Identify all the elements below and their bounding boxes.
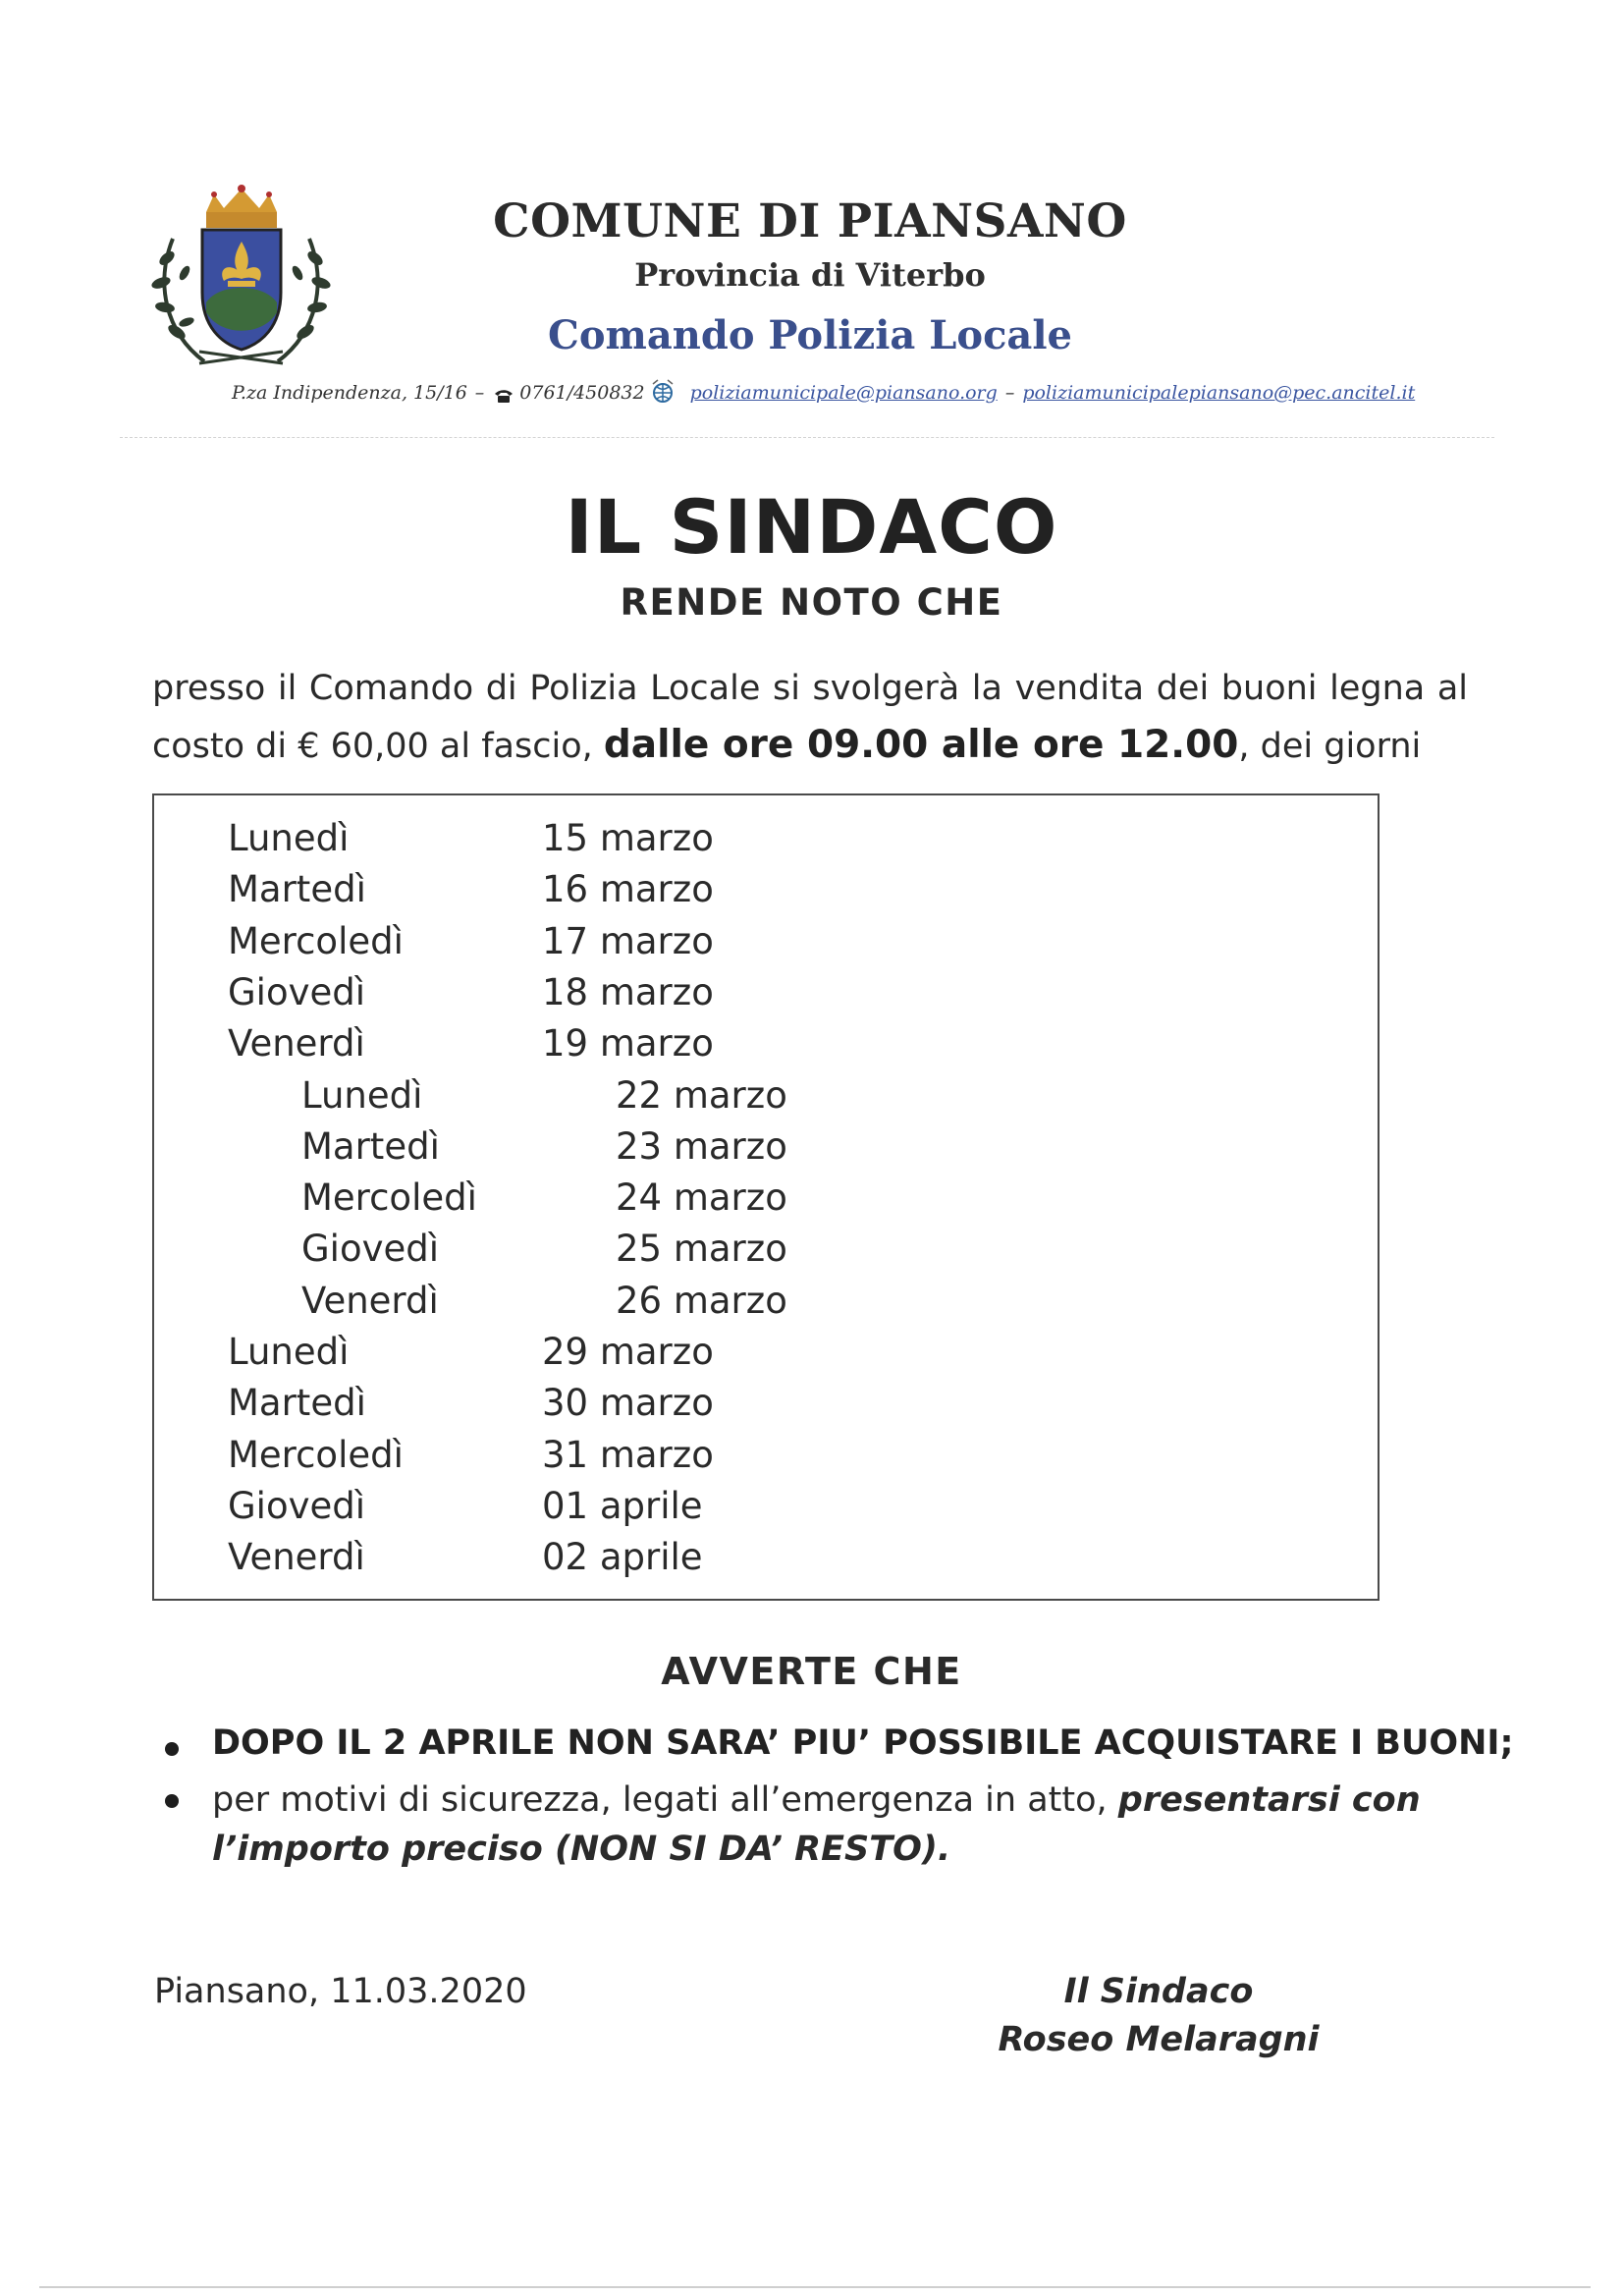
schedule-row	[154, 1125, 1378, 1176]
schedule-date: 29 marzo	[542, 1331, 714, 1373]
notice-safety-text: per motivi di sicurezza, legati all’emergenza in atto,	[212, 1780, 1108, 1820]
schedule-date: 19 marzo	[542, 1022, 714, 1066]
page-subtitle: RENDE NOTO CHE	[620, 581, 1003, 624]
schedule-date: 02 aprile	[542, 1536, 703, 1579]
page-title: IL SINDACO	[565, 483, 1058, 571]
page-bottom-edge	[39, 2286, 1591, 2288]
notice-safety	[212, 1776, 1479, 1874]
schedule-date: 01 aprile	[542, 1484, 703, 1527]
schedule-row	[154, 1074, 1378, 1125]
schedule-date: 22 marzo	[616, 1073, 787, 1117]
email-link[interactable]: poliziamunicipale@piansano.org	[689, 382, 998, 404]
schedule-day: Martedì	[301, 1124, 440, 1168]
schedule-date: 26 marzo	[616, 1279, 787, 1322]
province-name: Provincia di Viterbo	[634, 256, 986, 294]
schedule-date: 25 marzo	[616, 1228, 787, 1271]
pec-link[interactable]: poliziamunicipalepiansano@pec.ancitel.it	[1022, 382, 1416, 404]
paragraph-text: presso il Comando di Polizia Locale si svolgerà la vendita dei buoni legna al costo di € 60,00 al fascio,	[152, 669, 1468, 766]
notice-deadline: DOPO IL 2 APRILE NON SARA’ PIU’ POSSIBILE ACQUISTARE I BUONI;	[212, 1723, 1514, 1763]
schedule-row	[154, 1536, 1378, 1587]
paragraph-tail: , dei giorni	[1238, 727, 1422, 766]
separator: –	[474, 382, 485, 404]
schedule-day: Giovedì	[228, 1484, 366, 1527]
schedule-row	[154, 1228, 1378, 1279]
schedule-day: Giovedì	[228, 970, 366, 1013]
schedule-row	[154, 817, 1378, 868]
globe-icon	[649, 378, 676, 408]
bullet-icon	[165, 1794, 179, 1808]
schedule-day: Mercoledì	[301, 1176, 477, 1220]
schedule-day: Venerdì	[228, 1536, 365, 1579]
signature-name: Roseo Melaragni	[998, 2020, 1320, 2059]
schedule-day: Venerdì	[228, 1022, 365, 1066]
signature-title: Il Sindaco	[1063, 1972, 1254, 2011]
municipality-name: COMUNE DI PIANSANO	[493, 194, 1127, 248]
schedule-day: Giovedì	[301, 1228, 440, 1271]
schedule-day: Lunedì	[228, 817, 350, 859]
schedule-row	[154, 1434, 1378, 1485]
schedule-date: 24 marzo	[616, 1176, 787, 1220]
department-name: Comando Polizia Locale	[548, 312, 1072, 358]
phone-icon	[494, 386, 514, 400]
schedule-date: 30 marzo	[542, 1382, 714, 1425]
schedule-date: 15 marzo	[542, 817, 714, 859]
place-and-date: Piansano, 11.03.2020	[154, 1972, 527, 2011]
schedule-day: Lunedì	[301, 1073, 423, 1117]
schedule-box	[152, 793, 1380, 1601]
schedule-date: 17 marzo	[542, 919, 714, 962]
announcement-paragraph	[152, 660, 1468, 775]
schedule-row	[154, 1331, 1378, 1382]
schedule-day: Mercoledì	[228, 919, 404, 962]
warning-heading: AVVERTE CHE	[661, 1650, 962, 1693]
schedule-date: 23 marzo	[616, 1124, 787, 1168]
notice-safety-emphasis: presentarsi con l’importo preciso (NON SI DA’ RESTO).	[212, 1780, 1421, 1869]
schedule-row	[154, 1022, 1378, 1073]
schedule-day: Venerdì	[301, 1279, 439, 1322]
contact-line	[232, 378, 1415, 408]
schedule-row	[154, 1176, 1378, 1228]
schedule-date: 31 marzo	[542, 1433, 714, 1476]
schedule-day: Mercoledì	[228, 1433, 404, 1476]
header-divider	[120, 437, 1494, 438]
bullet-icon	[165, 1742, 179, 1756]
phone-number: 0761/450832	[519, 382, 645, 404]
schedule-date: 16 marzo	[542, 868, 714, 911]
schedule-row	[154, 920, 1378, 971]
schedule-row	[154, 971, 1378, 1022]
schedule-row	[154, 868, 1378, 919]
schedule-day: Martedì	[228, 868, 366, 911]
separator: –	[1004, 382, 1015, 404]
opening-hours: dalle ore 09.00 alle ore 12.00	[603, 723, 1239, 767]
schedule-row	[154, 1382, 1378, 1433]
schedule-row	[154, 1485, 1378, 1536]
schedule-day: Martedì	[228, 1382, 366, 1425]
coat-of-arms-icon	[145, 185, 337, 371]
schedule-date: 18 marzo	[542, 970, 714, 1013]
address: P.za Indipendenza, 15/16	[232, 382, 467, 404]
schedule-row	[154, 1280, 1378, 1331]
schedule-day: Lunedì	[228, 1331, 350, 1373]
